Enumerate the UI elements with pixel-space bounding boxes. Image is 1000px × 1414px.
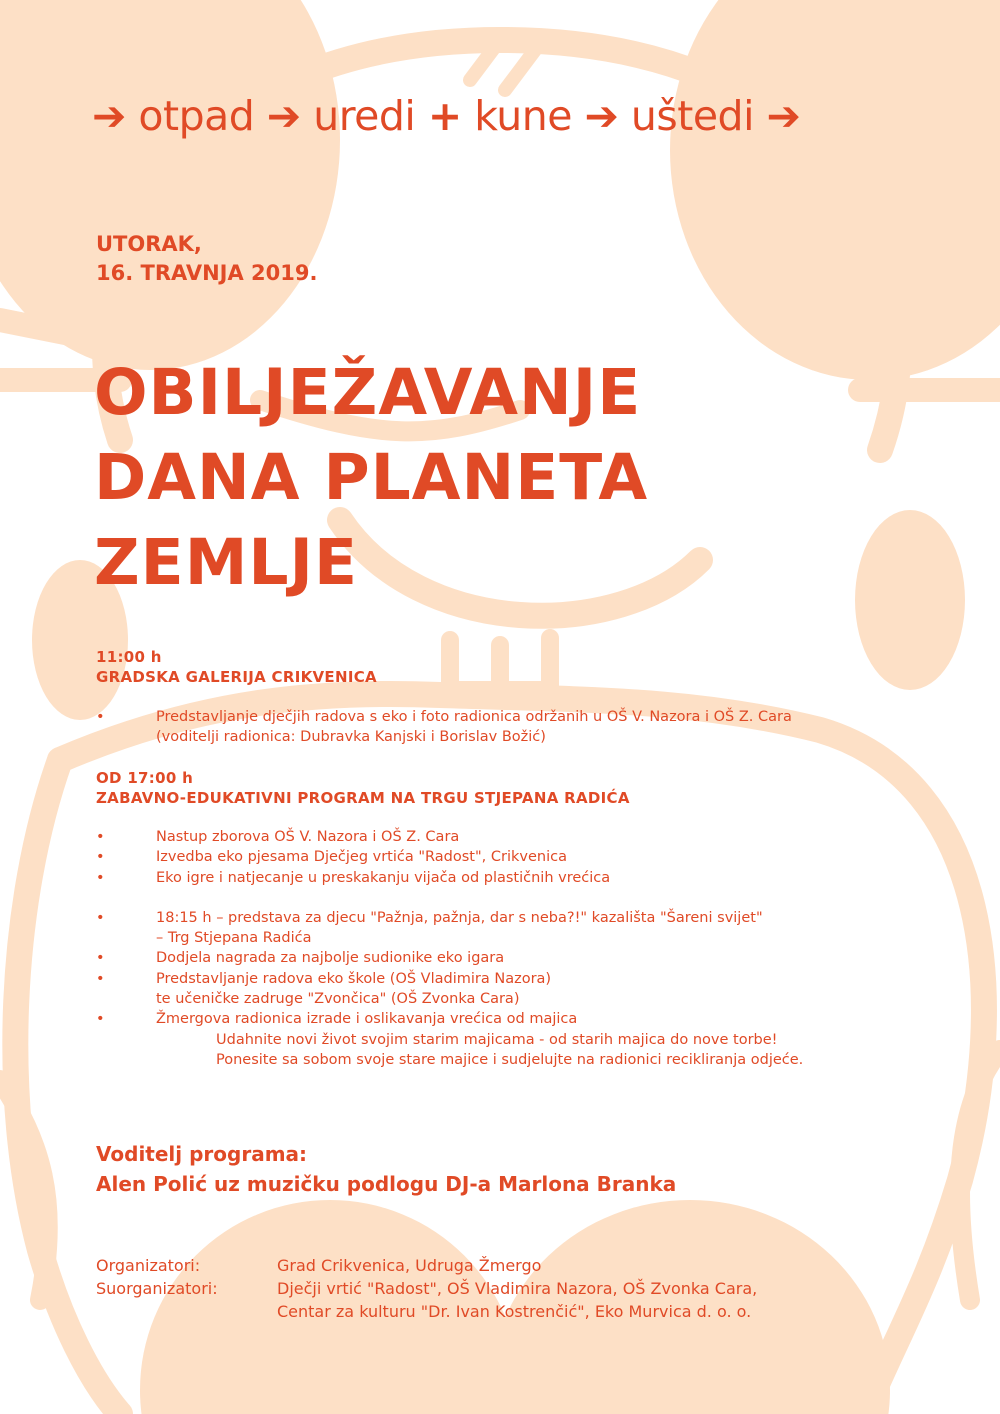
organizers-label: Organizatori: bbox=[96, 1256, 201, 1275]
list-item-text: Izvedba eko pjesama Dječjeg vrtića "Radost", Crikvenica bbox=[156, 849, 567, 866]
section-1-heading bbox=[96, 647, 377, 687]
list-item-text: Nastup zborova OŠ V. Nazora i OŠ Z. Cara bbox=[156, 829, 460, 845]
list-item-text: 18:15 h – predstava za djecu "Pažnja, pažnja, dar s neba?!" kazališta "Šareni svijet" bbox=[156, 909, 763, 926]
list-item bbox=[96, 827, 803, 847]
page-title bbox=[94, 350, 648, 605]
event-day: UTORAK, bbox=[96, 232, 202, 256]
list-item bbox=[96, 847, 803, 867]
list-item-text: Predstavljanje dječjih radova s eko i foto radionica održanih u OŠ V. Nazora i OŠ Z. Cara bbox=[156, 709, 792, 725]
section-2-place: ZABAVNO-EDUKATIVNI PROGRAM NA TRGU STJEPANA RADIĆA bbox=[96, 789, 630, 807]
list-item-text: Eko igre i natjecanje u preskakanju vijača od plastičnih vrećica bbox=[156, 869, 611, 886]
section-1-time: 11:00 h bbox=[96, 648, 162, 666]
section-2-time: OD 17:00 h bbox=[96, 769, 194, 787]
slogan bbox=[92, 92, 922, 140]
bullet-icon: • bbox=[96, 869, 105, 886]
host-label: Voditelj programa: bbox=[96, 1142, 308, 1166]
arrow-right-icon: ➔ bbox=[92, 92, 126, 140]
list-item bbox=[96, 969, 803, 1010]
section-1-list bbox=[96, 707, 792, 748]
bullet-icon: • bbox=[96, 709, 105, 725]
list-item bbox=[96, 707, 792, 748]
plus-icon: + bbox=[427, 92, 462, 140]
program-host bbox=[96, 1139, 676, 1199]
list-item-text: (voditelji radionica: Dubravka Kanjski i Borislav Božić) bbox=[156, 729, 546, 746]
event-date bbox=[96, 230, 317, 288]
bullet-icon: • bbox=[96, 909, 105, 926]
event-date-line: 16. TRAVNJA 2019. bbox=[96, 261, 318, 285]
arrow-right-icon: ➔ bbox=[266, 92, 301, 140]
list-item-text: te učeničke zadruge "Zvončica" (OŠ Zvonka Cara) bbox=[156, 991, 520, 1008]
list-item-text: Dodjela nagrada za najbolje sudionike eko igara bbox=[156, 950, 505, 967]
slogan-word-otpad: otpad bbox=[138, 92, 255, 140]
title-line-3: ZEMLJE bbox=[94, 526, 359, 599]
section-2-heading bbox=[96, 768, 630, 808]
bullet-icon: • bbox=[96, 829, 105, 845]
list-item bbox=[96, 1009, 803, 1029]
list-item bbox=[96, 908, 803, 949]
co-organizers-value: Dječji vrtić "Radost", OŠ Vladimira Nazora, OŠ Zvonka Cara, bbox=[277, 1279, 758, 1298]
co-organizers-label: Suorganizatori: bbox=[96, 1279, 218, 1298]
list-subitem-text: Udahnite novi život svojim starim majicama - od starih majica do nove torbe! bbox=[216, 1031, 778, 1048]
list-spacer bbox=[96, 888, 803, 908]
slogan-word-ustedi: uštedi bbox=[630, 92, 754, 140]
organizers-row bbox=[96, 1254, 757, 1277]
title-line-2: DANA PLANETA bbox=[94, 441, 649, 514]
bullet-icon: • bbox=[96, 849, 105, 866]
arrow-right-icon: ➔ bbox=[766, 92, 801, 140]
list-item bbox=[96, 948, 803, 968]
list-item bbox=[96, 868, 803, 888]
list-item-text: Žmergova radionica izrade i oslikavanja vrećica od majica bbox=[156, 1011, 578, 1028]
bullet-icon: • bbox=[96, 950, 105, 967]
organizers-value: Grad Crikvenica, Udruga Žmergo bbox=[277, 1256, 542, 1275]
bullet-icon: • bbox=[96, 970, 105, 987]
arrow-right-icon: ➔ bbox=[584, 92, 619, 140]
list-subitem-text: Ponesite sa sobom svoje stare majice i sudjelujte na radionici recikliranja odjeće. bbox=[216, 1051, 804, 1068]
list-item-text: – Trg Stjepana Radića bbox=[156, 930, 312, 947]
organizers bbox=[96, 1254, 757, 1323]
slogan-word-kune: kune bbox=[474, 92, 572, 140]
co-organizers-row bbox=[96, 1277, 757, 1323]
co-organizers-value: Centar za kulturu "Dr. Ivan Kostrenčić", Eko Murvica d. o. o. bbox=[277, 1302, 752, 1321]
slogan-word-uredi: uredi bbox=[313, 92, 416, 140]
section-2-list bbox=[96, 827, 803, 1070]
list-item-text: Predstavljanje radova eko škole (OŠ Vladimira Nazora) bbox=[156, 970, 552, 987]
host-name: Alen Polić uz muzičku podlogu DJ-a Marlona Branka bbox=[96, 1172, 677, 1196]
section-1-place: GRADSKA GALERIJA CRIKVENICA bbox=[96, 668, 377, 686]
bullet-icon: • bbox=[96, 1011, 105, 1028]
title-line-1: OBILJEŽAVANJE bbox=[94, 356, 642, 429]
